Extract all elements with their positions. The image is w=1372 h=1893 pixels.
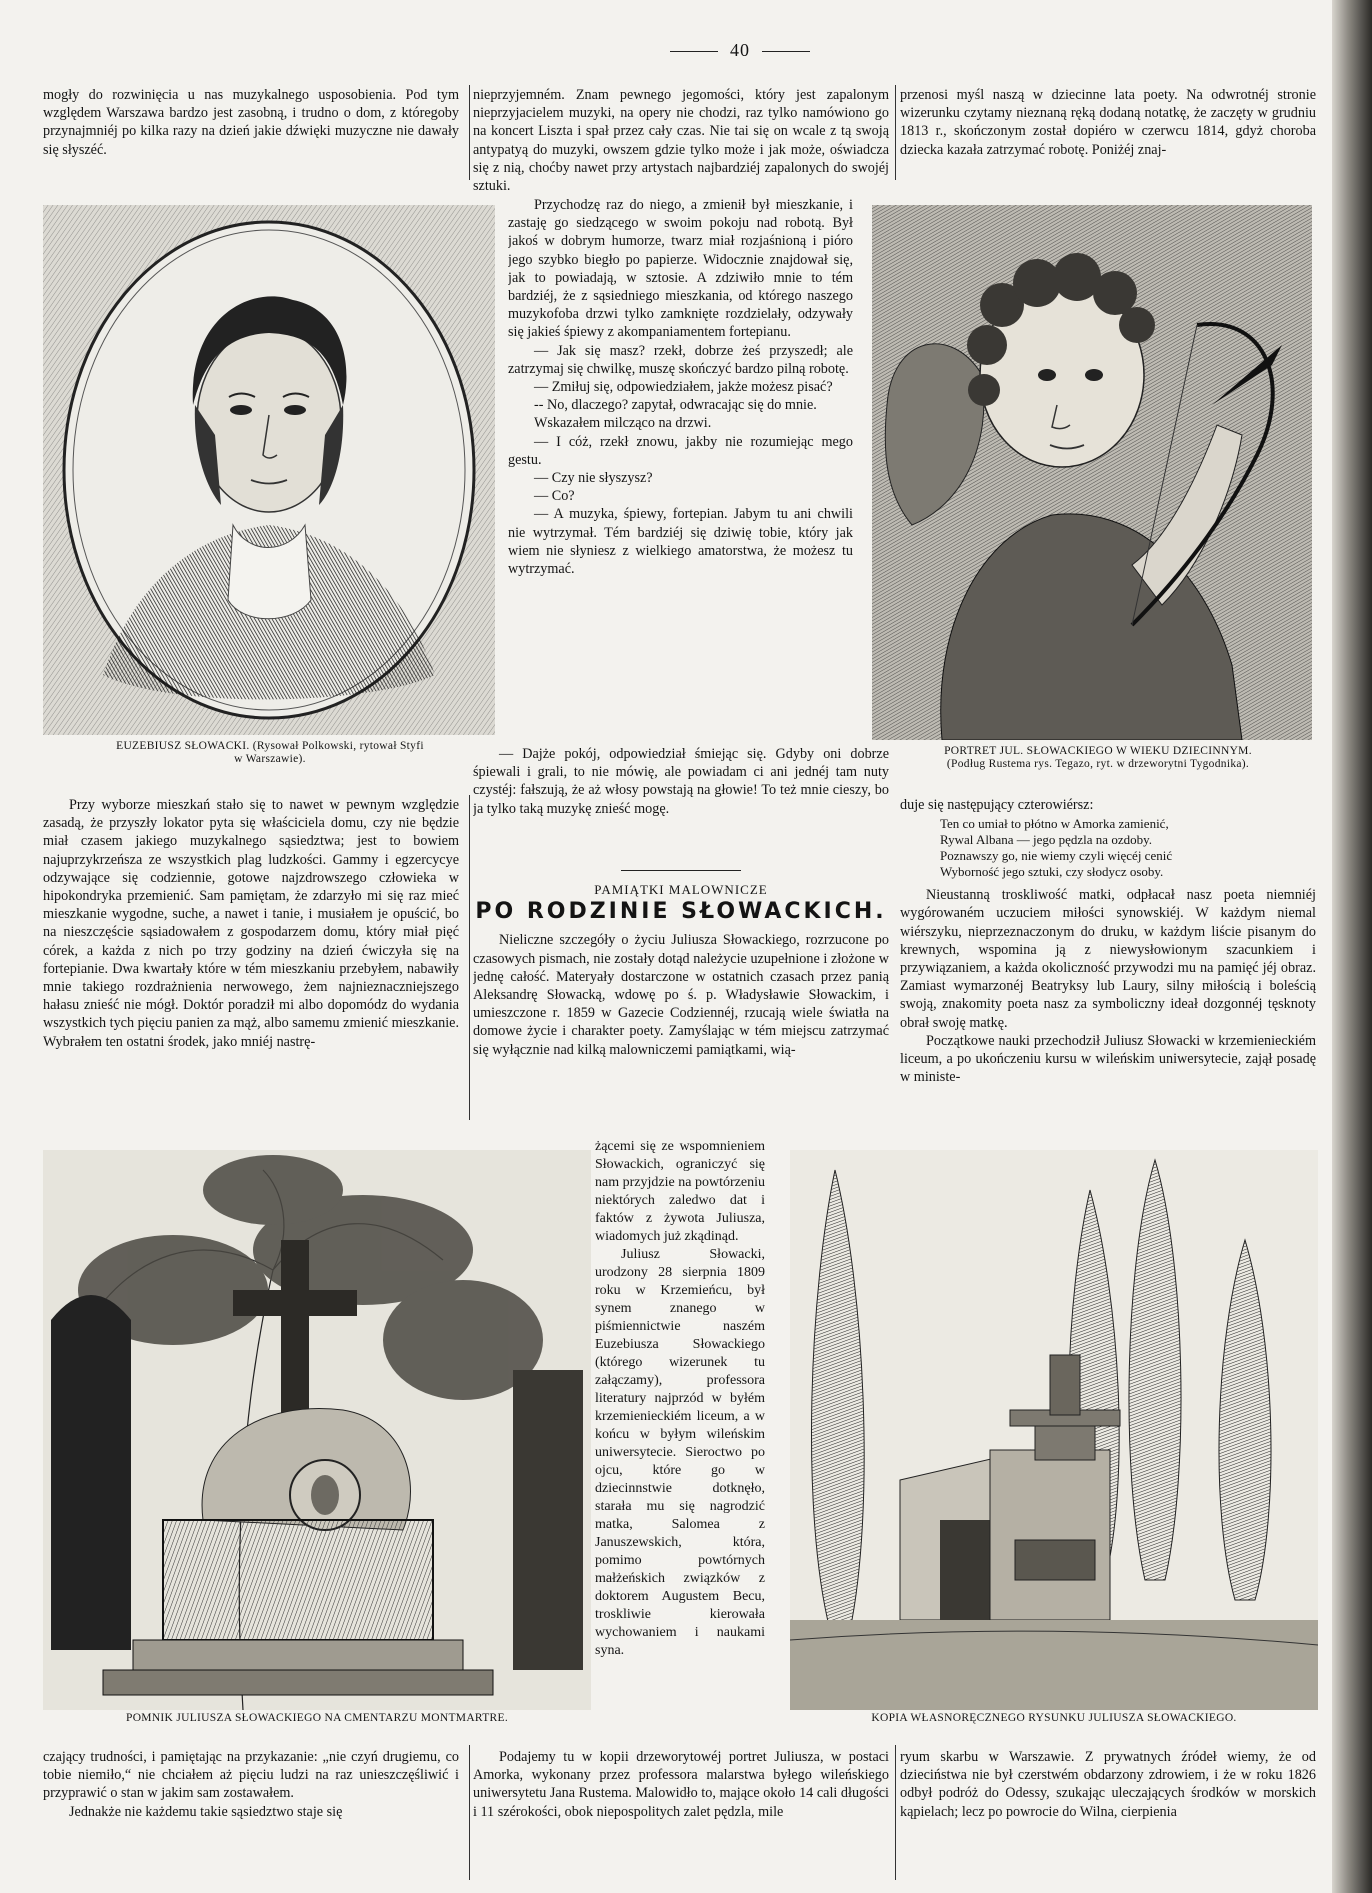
column-2-narrow-text — [595, 1138, 765, 1738]
paragraph: przenosi myśl naszą w dziecinne lata poety. Na odwrotnéj stronie wizerunku czytamy nieznaną ręką dodaną notatkę, że zaczęty w grudniu 1813 r., skończonym został dopiéro w czerwcu 1814, gdyż choroba dziecka kazała zatrzymać robotę. Poniżéj znaj- — [900, 87, 1316, 158]
paragraph: Podajemy tu w kopii drzeworytowéj portret Juliusza, w postaci Amorka, wykonany przez professora malarstwa byłego wileńskiego uniwersytetu Jana Rustema. Malowidło to, mające około 14 cali długości i 11 szérokości, obok niepospolitych zalet pędzla, mile — [473, 1749, 889, 1820]
paragraph: — Czy nie słyszysz? — [534, 470, 653, 487]
paragraph: duje się następujący czterowiérsz: — [900, 797, 1094, 813]
caption-portrait-child — [878, 745, 1318, 771]
column-1-mid-text — [43, 796, 459, 1131]
paragraph: Początkowe nauki przechodził Juliusz Słowacki w krzemienieckiém liceum, a po ukończeniu kursu w wileńskim uniwersytecie, zajął posadę w ministe- — [900, 1032, 1316, 1086]
paragraph: — Dajże pokój, odpowiedział śmiejąc się. Gdyby oni dobrze śpiewali i grali, to nie mówię, ale powiadam ci ani jednéj tam nuty czystéj: fałszują, że aż włosy powstają na głowie! To też mnie cieszy, bo ja tylko taką muzykę znieść mogę. — [473, 746, 889, 817]
paragraph: — Co? — [534, 488, 575, 505]
column-rule — [469, 1745, 470, 1880]
verse-line: Poznawszy go, nie wiemy czyli więcéj cenić — [940, 848, 1173, 864]
paragraph: — I cóż, rzekł znowu, jakby nie rozumiejąc mego gestu. — [508, 433, 853, 468]
monument-montmartre-engraving — [43, 1150, 591, 1710]
paragraph: nieprzyjemném. Znam pewnego jegomości, który jest zapalonym nieprzyjacielem muzyki, na opery nie chodzi, raz tylko namówiono go na koncert Liszta i spał przez cały czas. Nie tai się on wcale z tą swoją antypatyą do muzyki, owszem gdzie tylko może i jak może, oświadcza się z nią, choćby nawet przy artystach najbardziéj zapalonych do swojéj sztuki. — [473, 87, 889, 195]
paragraph: Nieustanną troskliwość matki, odpłacał nasz poeta niemniéj wygórowaném uczuciem miłości synowskiéj. W każdym niemal wiérszyku, nieprzeznaczonym do druku, w każdym liście pisanym do krewnych, wspomina ją z niewysłowionym szacunkiem i przywiązaniem, a każda okoliczność przywodzi mu na pamięć jéj obraz. Zamiast wymarzonéj Beatryksy lub Laury, silny miłością i boleścią swoją, znakomity poeta nasz za symboliczny ideał dozgonnéj tęsknoty obrał swoję matkę. — [900, 887, 1316, 1031]
column-3-mid-text — [900, 796, 1316, 1126]
paragraph: czający trudności, i pamiętając na przykazanie: „nie czyń drugiemu, co tobie niemiło,“ nie chciałem aż pięciu ludzi na raz unieszczęśliwić i przyprawić o stan w jakim sam zostawałem. — [43, 1749, 459, 1802]
caption-monument — [43, 1712, 591, 1725]
quatrain — [900, 816, 1316, 880]
paragraph: żącemi się ze wspomnieniem Słowackich, ograniczyć się nam przyjdzie na powtórzeniu niektórych zaledwo dat i faktów z żywota Juliusza, wiadomych już zkądinąd. — [595, 1139, 765, 1244]
adjacent-page-edge — [1332, 0, 1372, 1893]
paragraph: Wskazałem milcząco na drzwi. — [534, 415, 712, 432]
column-1-top-text — [43, 86, 459, 182]
column-rule — [469, 85, 470, 180]
paragraph: Jednakże nie każdemu takie sąsiedztwo staje się — [69, 1803, 343, 1820]
page-number: 40 — [640, 40, 840, 61]
caption-line: POMNIK JULIUSZA SŁOWACKIEGO NA CMENTARZU MONTMARTRE. — [126, 1712, 508, 1724]
paragraph: — A muzyka, śpiewy, fortepian. Jabym tu ani chwili nie wytrzymał. Tém bardziéj się dziwię tobie, który jak wiem nie słyniesz z wielkiego amatorstwa, że możesz tu wytrzymać. — [508, 506, 853, 578]
caption-line: (Podług Rustema rys. Tegazo, ryt. w drzeworytni Tygodnika). — [946, 758, 1250, 770]
verse-line: Wyborność jego sztuki, czy słodycz osoby. — [940, 864, 1164, 880]
verse-line: Ten co umiał to płótno w Amorka zamienić, — [940, 816, 1169, 832]
paragraph: -- No, dlaczego? zapytał, odwracając się do mnie. — [534, 397, 817, 414]
section-title: PO RODZINIE SŁOWACKICH. — [475, 899, 887, 925]
portrait-child-amor-engraving — [872, 205, 1312, 740]
column-2-top-text — [473, 86, 889, 196]
column-2-article-start — [473, 860, 889, 1140]
caption-drawing — [790, 1712, 1318, 1725]
column-3-top-text — [900, 86, 1316, 182]
column-2-between-portraits-text — [508, 196, 853, 744]
caption-line: w Warszawie). — [234, 753, 306, 765]
section-kicker: PAMIĄTKI MALOWNICZE — [594, 882, 768, 897]
paragraph: Nieliczne szczegóły o życiu Juliusza Słowackiego, rozrzucone po czasowych pismach, nie zostały dotąd należycie uzupełnione i złożone w jednę całość. Materyały dostarczone w ostatnich czasach przez panią Aleksandrę Słowacką, wdowę po ś. p. Władysławie Słowackim, i umieszczone r. 1859 w Gazecie Codziennéj, rzucają wiele światła na domowe życie i charakter poety. Zamyślając w tém miejscu zatrzymać się wyłącznie nad kilką malowniczemi pamiątkami, wią- — [473, 932, 889, 1058]
column-rule — [895, 1745, 896, 1880]
slowacki-drawing-engraving — [790, 1150, 1318, 1710]
section-divider — [621, 870, 741, 871]
caption-line: KOPIA WŁASNORĘCZNEGO RYSUNKU JULIUSZA SŁOWACKIEGO. — [871, 1712, 1237, 1724]
paragraph: — Zmiłuj się, odpowiedziałem, jakże możesz pisać? — [534, 379, 833, 396]
column-1-bottom-text — [43, 1748, 459, 1884]
paragraph: Juliusz Słowacki, urodzony 28 sierpnia 1809 roku w Krzemieńcu, był synem znanego w piśmiennictwie naszém Euzebiusza Słowackiego (którego wizerunek tu załączamy), professora literatury najprzód w byłém krzemienieckiém liceum, a w końcu w byłym wileńskim uniwersytecie. Sieroctwo po ojcu, które go w dziecinnstwie dotknęło, starała mu się nagrodzić matka, Salomea z Januszewskich, która, pomimo powtórnych małżeńskich związków z doktorem Augustem Becu, troskliwie kierowała wychowaniem i naukami syna. — [595, 1247, 765, 1658]
caption-portrait-euzebiusz — [50, 740, 490, 766]
paragraph: Przychodzę raz do niego, a zmienił był mieszkanie, i zastaję go siedzącego w swoim pokoju nad robotą. Był jakoś w dobrym humorze, twarz miał rozjaśnioną i pióro jego szybko biegło po papierze. Widocznie znajdował się, jak to powiadają, w sztosie. A zdziwiło mnie to tém bardziéj, że z sąsiedniego mieszkania, od którego naszego muzykofoba drzwi tylko zamknięte rozdzielały, odzywały się jakieś śpiewy z akompaniamentem fortepianu. — [508, 197, 853, 341]
column-2-lower-dialog-text — [473, 745, 889, 855]
column-rule — [895, 85, 896, 180]
paragraph: — Jak się masz? rzekł, dobrze żeś przyszedł; ale zatrzymaj się chwilkę, muszę skończyć bardzo pilną robotę. — [508, 342, 853, 377]
caption-line: EUZEBIUSZ SŁOWACKI. (Rysował Polkowski, rytował Styfi — [116, 740, 424, 752]
column-rule — [469, 795, 470, 1120]
caption-line: PORTRET JUL. SŁOWACKIEGO W WIEKU DZIECINNYM. — [944, 745, 1252, 757]
column-3-bottom-text — [900, 1748, 1316, 1884]
verse-line: Rywal Albana — jego pędzla na ozdoby. — [940, 832, 1152, 848]
paragraph: Przy wyborze mieszkań stało się to nawet w pewnym względzie zasadą, że przyszły lokator pyta się właściciela domu, czy nie będzie miał czasem jakiego muzykalnego sąsiedztwa; jest to bowiem najuprzykrzeńsza ze wszystkich plag ludzkości. Gammy i egzercycye odzywające się codziennie, gotowe najzdrowszego człowieka w hipokondryka przemienić. Sam pamiętam, że zdarzyło mi się raz mieć mieszkanie wygodne, suche, a nawet i tanie, i musiałem je opuścić, bo na nieszczęście sąsiadowałem z gospodarzem domu, który miał pięć córek, a każda z nich po trzy godziny na dzień ćwiczyła się na fortepianie. Dwa kwartały które w tém mieszkaniu przebyłem, nabawiły mnie takiego rozdrażnienia nerwowego, żem najnieznaczniejszego hałasu znieść nie mógł. Doktór poradził mi albo dopomódz do wydania wszystkich tych pięciu panien za mąż, albo samemu zmienić mieszkanie. Wybrałem ten ostatni środek, jako mniéj nastrę- — [43, 797, 459, 1050]
paragraph: ryum skarbu w Warszawie. Z prywatnych źródeł wiemy, że od dzieciństwa nie był czerstwém obdarzony zdrowiem, i że w roku 1826 odbył podróż do Odessy, szukając uleczających środków w morskich kąpielach; lecz po powrocie do Wilna, cierpienia — [900, 1749, 1316, 1820]
portrait-euzebiusz-engraving — [43, 205, 495, 735]
paragraph: mogły do rozwinięcia u nas muzykalnego usposobienia. Pod tym względem Warszawa bardzo jest zasobną, i trudno o dom, z któregoby przynajmniéj po kilka razy na dzień jakie dźwięki muzyczne nie dawały się słyszéć. — [43, 87, 459, 158]
column-2-bottom-text — [473, 1748, 889, 1884]
